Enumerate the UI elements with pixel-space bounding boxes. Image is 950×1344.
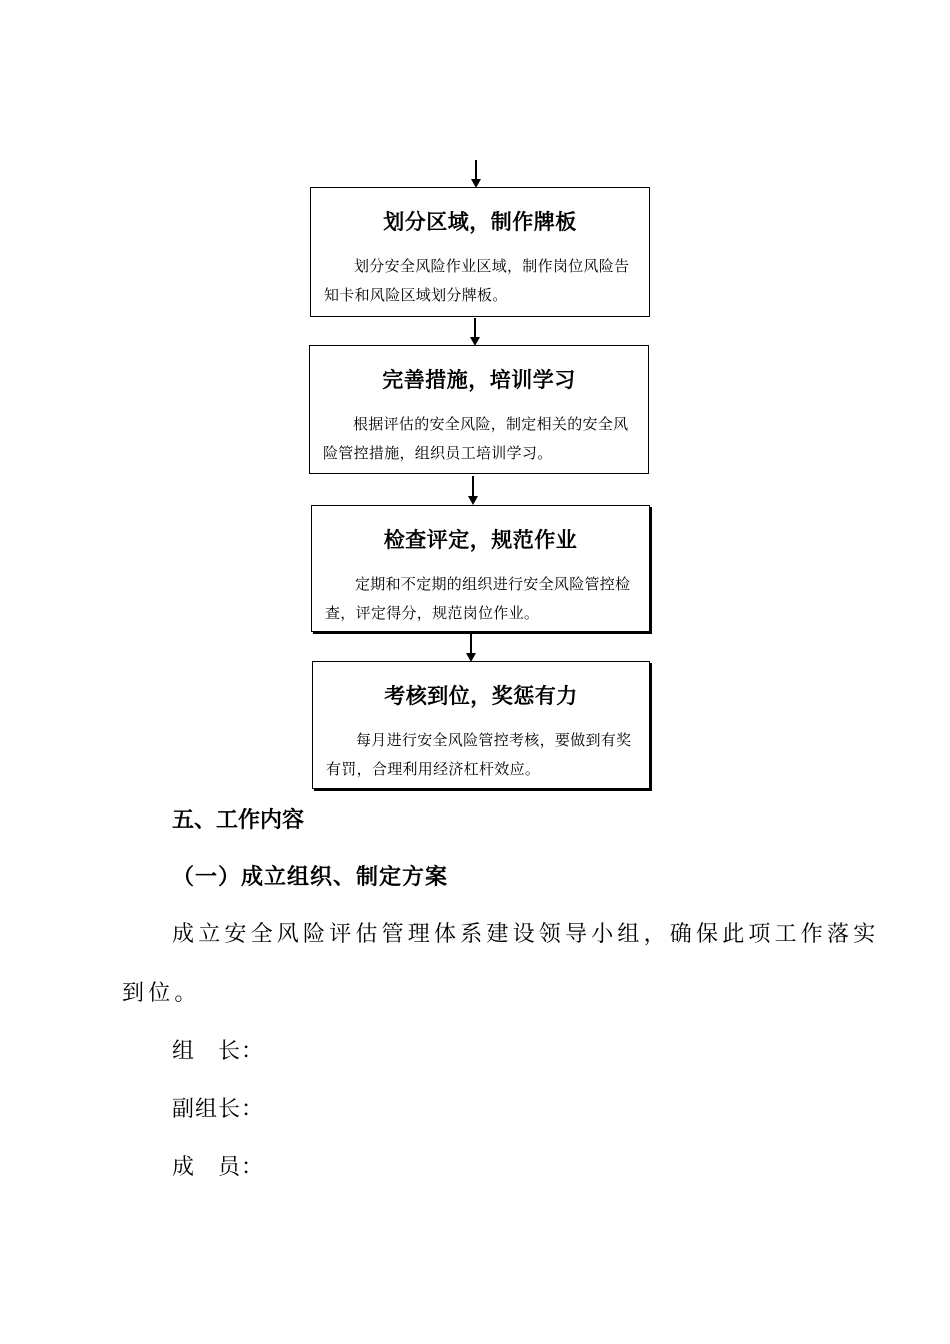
flow-step-body: 每月进行安全风险管控考核，要做到有奖有罚，合理利用经济杠杆效应。 (326, 731, 632, 778)
flow-step-box (312, 661, 650, 789)
flow-arrow (474, 318, 476, 344)
flow-step-body: 根据评估的安全风险，制定相关的安全风险管控措施，组织员工培训学习。 (323, 415, 629, 462)
paragraph-line: 到位。 (122, 981, 201, 1006)
flow-step-body: 定期和不定期的组织进行安全风险管控检查，评定得分，规范岗位作业。 (325, 575, 631, 622)
flow-step-title: 考核到位，奖惩有力 (384, 684, 578, 708)
field-label-members: 成 员： (172, 1155, 265, 1180)
paragraph-line: 成立安全风险评估管理体系建设领导小组，确保此项工作落实 (172, 922, 880, 947)
section-subheading: （一）成立组织、制定方案 (172, 865, 449, 890)
flow-step-body: 划分安全风险作业区域，制作岗位风险告知卡和风险区域划分牌板。 (324, 257, 630, 304)
flow-step-title: 划分区域，制作牌板 (383, 210, 577, 234)
field-label-leader: 组 长： (172, 1039, 265, 1064)
flow-step-box (311, 505, 650, 632)
flow-arrow (472, 476, 474, 503)
flow-step-title: 检查评定，规范作业 (383, 528, 578, 552)
flow-step-box (309, 345, 649, 474)
flow-arrow (475, 160, 477, 186)
flow-step-box (310, 187, 650, 317)
flow-step-title: 完善措施，培训学习 (382, 368, 576, 392)
section-heading: 五、工作内容 (172, 808, 305, 833)
flow-arrow (470, 634, 472, 660)
field-label-deputy: 副组长： (172, 1097, 265, 1122)
